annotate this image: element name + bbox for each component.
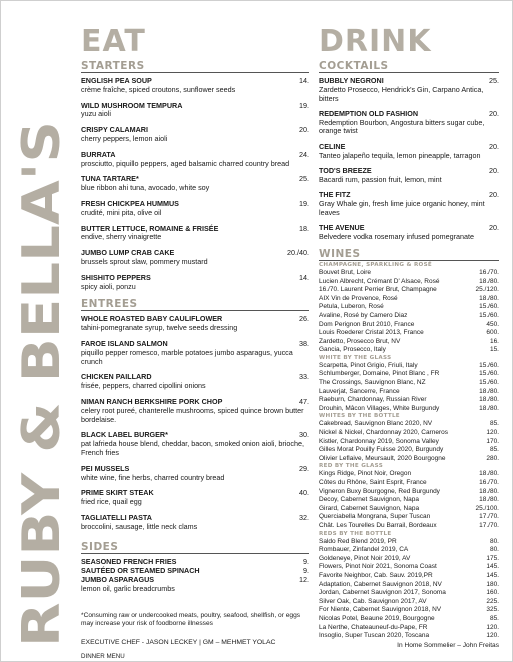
wine-group-heading: RED BY THE GLASS: [319, 463, 384, 470]
wine-name: Gancia, Prosecco, Italy: [319, 346, 386, 354]
wine-price: 85.: [489, 446, 499, 454]
wine-name: Kings Ridge, Pinot Noir, Oregon: [319, 470, 412, 478]
menu-item: [81, 489, 309, 507]
wine-price: 16.: [489, 337, 499, 345]
wine-price: 16./70.: [479, 479, 499, 487]
menu-item: [319, 191, 499, 217]
wine-name: Bouvet Brut, Loire: [319, 268, 372, 276]
wine-name: Drouhin, Mâcon Villages, White Burgundy: [319, 404, 440, 412]
menu-item: [81, 398, 309, 424]
menu-item: [81, 77, 309, 95]
wine-price: 120.: [486, 429, 499, 437]
menu-item: [319, 110, 499, 136]
cocktails-heading: COCKTAILS: [319, 60, 499, 73]
drink-title: DRINK: [319, 24, 432, 59]
wine-price: 25./100.: [475, 504, 499, 512]
wine-price: 120.: [486, 632, 499, 640]
menu-item: [319, 167, 499, 185]
wine-price: 450.: [486, 320, 499, 328]
menu-item: [81, 126, 309, 144]
dinner-menu-label: DINNER MENU: [81, 653, 125, 661]
menu-item: [81, 373, 309, 391]
wine-row: [319, 538, 499, 547]
wine-row: [319, 522, 499, 531]
wine-price: 25./120.: [475, 286, 499, 294]
wine-name: Gilles Morat Pouilly Fuisse 2020, Burgundy: [319, 446, 444, 454]
wine-name: Dom Perignon Brut 2010, France: [319, 320, 415, 328]
menu-item-price: 14.: [299, 76, 309, 85]
menu-item-description: celery root pureé, chanterelle mushrooms, spiced quince brown butter bordelaise.: [81, 405, 304, 424]
menu-item: [81, 274, 309, 292]
wine-name: Adaptation, Cabernet Sauvignon 2018, NV: [319, 580, 442, 588]
wine-row: [319, 546, 499, 555]
menu-item-description: Zardetto Prosecco, Hendrick's Gin, Carpano Antica, bitters: [319, 84, 484, 103]
menu-item-description: piquillo pepper romesco, marble potatoes jumbo asparagus, yucca crunch: [81, 347, 293, 366]
wine-row: [319, 370, 499, 379]
menu-item-price: 14.: [299, 272, 309, 282]
wine-name: Olivier Leflaive, Meursault, 2020 Bourgogne: [319, 454, 446, 462]
wine-price: 18./80.: [479, 487, 499, 495]
menu-item-name: BUTTER LETTUCE, ROMAINE & FRISÉE: [81, 223, 219, 233]
menu-item: [81, 465, 309, 483]
wine-row: [319, 321, 499, 330]
menu-item-description: pat lafrieda house blend, cheddar, bacon, smoked onion aioli, brioche, French fries: [81, 439, 304, 457]
menu-item-row: [81, 102, 309, 111]
wine-row: [319, 346, 499, 355]
wine-price: 18./80.: [479, 294, 499, 302]
menu-item-name: FAROE ISLAND SALMON: [81, 338, 168, 348]
wine-row: [319, 405, 499, 414]
menu-item-name: BUBBLY NEGRONI: [319, 76, 384, 85]
menu-item-price: 12.: [299, 575, 309, 585]
menu-item-name: SHISHITO PEPPERS: [81, 272, 151, 282]
menu-item-price: 20.: [299, 125, 309, 135]
wine-name: Zardetto, Prosecco Brut, NV: [319, 337, 401, 345]
menu-item-name: REDEMPTION OLD FASHION: [319, 108, 419, 118]
wine-name: Raeburn, Chardonnay, Russian River: [319, 396, 427, 404]
menu-item-description: brussels sprout slaw, pommery mustard: [81, 256, 208, 266]
wine-price: 17./70.: [479, 521, 499, 529]
wine-row: [319, 303, 499, 312]
wine-name: Nicolas Potel, Beaune 2019, Bourgogne: [319, 614, 435, 622]
entrees-heading: ENTREES: [81, 298, 309, 311]
sides-heading: SIDES: [81, 541, 309, 554]
wines-heading: WINES: [319, 248, 499, 261]
wine-row: [319, 513, 499, 522]
menu-item-description: Bacardi rum, passion fruit, lemon, mint: [319, 174, 442, 184]
menu-item-price: 20.: [489, 189, 499, 199]
menu-item-description: crudité, mini pita, olive oil: [81, 207, 162, 217]
entrees-list: [81, 315, 309, 531]
wine-name: Côtes du Rhône, Saint Esprit, France: [319, 479, 427, 487]
drink-column: [319, 24, 499, 649]
wine-row: [319, 295, 499, 304]
menu-item: [81, 151, 309, 169]
menu-item-price: 33.: [299, 372, 309, 382]
wine-row: [319, 479, 499, 488]
menu-item-name: TUNA TARTARE*: [81, 174, 139, 184]
starters-heading: STARTERS: [81, 60, 309, 73]
wine-row: [319, 278, 499, 287]
wine-name: Lucien Albrecht, Crémant D' Alsace, Rosé: [319, 277, 440, 285]
wines-list: [319, 262, 499, 641]
wine-price: 280.: [486, 454, 499, 462]
wine-price: 600.: [486, 329, 499, 337]
menu-item: [81, 175, 309, 193]
menu-item: [81, 431, 309, 457]
menu-item: [81, 225, 309, 243]
menu-item-name: PRIME SKIRT STEAK: [81, 488, 154, 498]
menu-item-description: broccolini, sausage, little neck clams: [81, 521, 198, 531]
wine-price: 325.: [486, 606, 499, 614]
menu-item-price: 29.: [299, 463, 309, 473]
menu-item-price: 20./40.: [287, 248, 309, 258]
menu-item-price: 25.: [299, 174, 309, 184]
wine-price: 15./60.: [479, 370, 499, 378]
wine-row: [319, 388, 499, 397]
wine-name: Vigneron Buxy Bourgogne, Red Burgundy: [319, 487, 440, 495]
menu-item-description: white wine, fine herbs, charred country bread: [81, 472, 225, 482]
cocktails-list: [319, 77, 499, 241]
brand-logo: [12, 119, 72, 649]
menu-item: [81, 249, 309, 267]
wine-name: Louis Roederer Cristal 2013, France: [319, 329, 424, 337]
menu-item-description: Redemption Bourbon, Angostura bitters sugar cube, orange twist: [319, 117, 485, 136]
wine-name: Cakebread, Sauvignon Blanc 2020, NV: [319, 420, 433, 428]
menu-item: [81, 340, 309, 366]
menu-item: [81, 315, 309, 333]
menu-item-price: 32.: [299, 512, 309, 522]
menu-item-description: cherry peppers, lemon aioli: [81, 133, 168, 143]
menu-item-price: 24.: [299, 149, 309, 159]
wine-name: Flowers, Pinot Noir 2021, Sonoma Coast: [319, 563, 437, 571]
menu-item-description: Belvedere vodka rosemary infused pomegranate: [319, 231, 475, 241]
menu-item-description: Gray Whale gin, fresh lime juice organic honey, mint leaves: [319, 198, 485, 217]
menu-item-name: NIMAN RANCH BERKSHIRE PORK CHOP: [81, 396, 223, 406]
wine-row: [319, 615, 499, 624]
menu-item-name: CHICKEN PAILLARD: [81, 372, 152, 382]
wine-row: [319, 563, 499, 572]
chef-credit: EXECUTIVE CHEF - JASON LECKEY | GM – MEHMET YOLAC: [81, 639, 276, 647]
wine-row: [319, 496, 499, 505]
menu-item-name: BURRATA: [81, 149, 116, 159]
menu-item-description: blue ribbon ahi tuna, avocado, white soy: [81, 183, 210, 193]
wine-row: [319, 488, 499, 497]
menu-item-description: prosciutto, piquillo peppers, aged balsamic charred country bread: [81, 158, 290, 168]
wine-price: 15./60.: [479, 311, 499, 319]
wine-row: [319, 606, 499, 615]
wine-row: [319, 429, 499, 438]
menu-item-price: 38.: [299, 338, 309, 348]
wine-row: [319, 455, 499, 464]
menu-item-price: 26.: [299, 314, 309, 324]
menu-item-name: SAUTÉED OR STEAMED SPINACH: [81, 566, 200, 576]
wine-name: Avaline, Rosé by Camero Diaz: [319, 311, 408, 319]
wine-name: Schlumberger, Domaine, Pinot Blanc , FR: [319, 370, 440, 378]
wine-price: 15./60.: [479, 361, 499, 369]
menu-item-name: BLACK LABEL BURGER*: [81, 430, 168, 440]
wine-price: 160.: [486, 589, 499, 597]
brand-name: RUBY & BELLA'S: [12, 173, 72, 647]
menu-item: [81, 576, 309, 594]
menu-item-price: 30.: [299, 430, 309, 440]
wine-name: Chât. Les Tourelles Du Barrail, Bordeaux: [319, 521, 437, 529]
wine-row: [319, 269, 499, 278]
wine-name: Kistler, Chardonnay 2019, Sonoma Valley: [319, 437, 439, 445]
wine-price: 18./80.: [479, 496, 499, 504]
wine-price: 18./80.: [479, 470, 499, 478]
menu-item-name: CRISPY CALAMARI: [81, 125, 148, 135]
menu-item-name: WILD MUSHROOM TEMPURA: [81, 100, 183, 110]
wine-price: 225.: [486, 597, 499, 605]
eat-title: EAT: [81, 24, 146, 59]
wine-row: [319, 379, 499, 388]
wine-row: [319, 572, 499, 581]
menu-item-price: 19.: [299, 198, 309, 208]
wine-row: [319, 420, 499, 429]
wine-name: For Niente, Cabernet Sauvignon 2018, NV: [319, 606, 442, 614]
wine-row: [319, 632, 499, 641]
menu-item-name: WHOLE ROASTED BABY CAULIFLOWER: [81, 314, 223, 324]
wine-price: 85.: [489, 420, 499, 428]
wine-price: 145.: [486, 563, 499, 571]
wine-price: 170.: [486, 437, 499, 445]
menu-item: [319, 224, 499, 242]
sides-list: [81, 558, 309, 593]
wine-row: [319, 438, 499, 447]
wine-name: Goldeneye, Pinot Noir 2019, AV: [319, 554, 411, 562]
menu-item: [81, 514, 309, 532]
wine-name: Silver Oak, Cab. Sauvignon 2017, AV: [319, 597, 427, 605]
wine-price: 175.: [486, 554, 499, 562]
menu-item-name: JUMBO ASPARAGUS: [81, 575, 155, 585]
menu-item-description: spicy aioli, ponzu: [81, 281, 136, 291]
wine-name: Querciabella Mongrana, Super Tuscan: [319, 513, 431, 521]
wine-name: La Nerthe, Chateauneuf-du-Pape, FR: [319, 623, 428, 631]
menu-item-price: 9.: [303, 566, 309, 576]
wine-row: [319, 624, 499, 633]
menu-item-name: THE AVENUE: [319, 222, 365, 232]
menu-item: [81, 102, 309, 120]
menu-item-name: FRESH CHICKPEA HUMMUS: [81, 198, 179, 208]
wine-row: [319, 598, 499, 607]
menu-item-description: tahini-pomegranate syrup, twelve seeds dressing: [81, 323, 238, 333]
wine-price: 15.: [489, 346, 499, 354]
wine-name: Rombauer, Zinfandel 2019, CA: [319, 546, 409, 554]
food-safety-notice: *Consuming raw or undercooked meats, poultry, seafood, shellfish, or eggs may increase your risk of foodborne illnesses: [81, 611, 301, 628]
menu-item-price: 19.: [299, 100, 309, 110]
menu-item-name: TOD'S BREEZE: [319, 165, 372, 175]
menu-item-name: JUMBO LUMP CRAB CAKE: [81, 248, 175, 258]
wine-row: [319, 555, 499, 564]
wine-name: Nickel & Nickel, Chardonnay 2020, Carneros: [319, 429, 448, 437]
wine-price: 16./70.: [479, 268, 499, 276]
menu-item-description: frisée, peppers, charred cipollini onions: [81, 381, 206, 391]
wine-row: [319, 329, 499, 338]
menu-item-description: endive, sherry vinaigrette: [81, 232, 162, 242]
wine-price: 18./80.: [479, 396, 499, 404]
wine-price: 17./70.: [479, 513, 499, 521]
wine-price: 18./80.: [479, 387, 499, 395]
menu-item-name: SEASONED FRENCH FRIES: [81, 557, 177, 567]
wine-price: 85.: [489, 614, 499, 622]
menu-item-price: 40.: [299, 488, 309, 498]
menu-item-name: CELINE: [319, 141, 346, 151]
menu-item-price: 25.: [489, 76, 499, 85]
wine-price: 15./60.: [479, 303, 499, 311]
wine-row: [319, 338, 499, 347]
wine-name: The Crossings, Sauvignon Blanc, NZ: [319, 379, 426, 387]
wine-row: [319, 581, 499, 590]
wine-row: [319, 505, 499, 514]
menu-item-name: THE FITZ: [319, 189, 351, 199]
menu-item-price: 20.: [489, 222, 499, 232]
wine-group-heading: CHAMPAGNE, SPARKLING & ROSÉ: [319, 261, 433, 268]
wine-group-heading: REDS BY THE BOTTLE: [319, 530, 392, 537]
wine-row: [319, 589, 499, 598]
menu-item-description: Tanteo jalapeño tequila, lemon pineapple, tarragon: [319, 150, 481, 160]
wine-name: Lauverjat, Sancerre, France: [319, 387, 400, 395]
wine-price: 80.: [489, 537, 499, 545]
wine-name: Decoy, Cabernet Sauvignon, Napa: [319, 496, 419, 504]
menu-item-price: 20.: [489, 141, 499, 151]
menu-item-description: crème fraîche, spiced croutons, sunflower seeds: [81, 84, 236, 94]
wine-price: 80.: [489, 546, 499, 554]
wine-group-heading: WHITES BY THE BOTTLE: [319, 413, 400, 420]
wine-name: Saldo Red Blend 2019, PR: [319, 537, 397, 545]
wine-price: 18./80.: [479, 277, 499, 285]
wine-name: Insoglio, Super Tuscan 2020, Toscana: [319, 632, 430, 640]
wine-group-heading: WHITE BY THE GLASS: [319, 354, 392, 361]
wine-row: [319, 286, 499, 295]
menu-item-price: 9.: [303, 557, 309, 567]
wine-name: 16./70. Laurent Perrier Brut, Champagne: [319, 286, 437, 294]
menu-item-name: TAGLIATELLI PASTA: [81, 512, 152, 522]
wine-row: [319, 446, 499, 455]
wine-price: 180.: [486, 580, 499, 588]
eat-column: [81, 24, 309, 661]
menu-item-name: PEI MUSSELS: [81, 463, 130, 473]
menu-item-description: yuzu aioli: [81, 109, 111, 119]
wine-name: Girard, Cabernet Sauvignon, Napa: [319, 504, 420, 512]
menu-item-name: ENGLISH PEA SOUP: [81, 76, 152, 85]
menu-item-description: lemon oil, garlic breadcrumbs: [81, 583, 175, 593]
wine-row: [319, 312, 499, 321]
wine-row: [319, 362, 499, 371]
wine-row: [319, 470, 499, 479]
wine-price: 120.: [486, 623, 499, 631]
menu-item-price: 20.: [489, 165, 499, 175]
wine-price: 145.: [486, 571, 499, 579]
wine-name: Scarpetta, Pinot Grigio, Friuli, Italy: [319, 361, 418, 369]
menu-item-price: 47.: [299, 396, 309, 406]
starters-list: [81, 77, 309, 291]
wine-name: Petula, Luberon, Rosé: [319, 303, 384, 311]
menu-item: [319, 143, 499, 161]
wine-price: 18./80.: [479, 404, 499, 412]
wine-name: AIX Vin de Provence, Rosé: [319, 294, 398, 302]
wine-price: 15./60.: [479, 379, 499, 387]
menu-item: [81, 200, 309, 218]
menu-item-price: 20.: [489, 108, 499, 118]
wine-row: [319, 396, 499, 405]
wine-name: Favorite Neighbor, Cab. Sauv. 2019,PR: [319, 571, 433, 579]
menu-item-price: 18.: [299, 223, 309, 233]
sommelier-credit: In Home Sommelier – John Freitas: [397, 641, 499, 649]
wine-name: Jordan, Cabernet Sauvignon 2017, Sonoma: [319, 589, 446, 597]
menu-item: [319, 77, 499, 103]
menu-item-description: fried rice, quail egg: [81, 497, 142, 507]
